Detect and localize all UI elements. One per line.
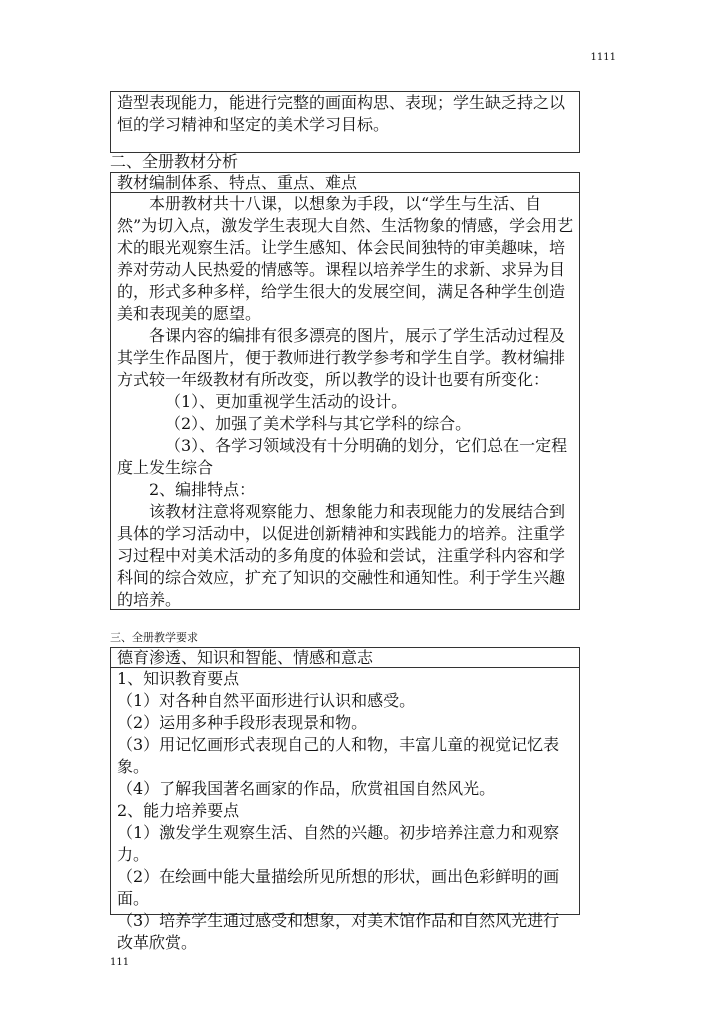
section3-line: （2）运用多种手段形表现景和物。 [117, 713, 368, 732]
header-page-number: 1111 [590, 52, 616, 63]
section2-box [110, 172, 580, 610]
section3-line: 1、知识教育要点 [117, 669, 240, 688]
section2-box-heading: 教材编制体系、特点、重点、难点 [111, 173, 579, 193]
section3-line: （2）在绘画中能大量描绘所见所想的形状，画出色彩鲜明的画面。 [117, 867, 560, 908]
footer-page-number: 111 [110, 957, 130, 968]
section2-title: 二、全册教材分析 [110, 152, 239, 171]
section2-body [111, 193, 579, 611]
section3-body [111, 668, 579, 954]
section3-title: 三、全册教学要求 [110, 631, 198, 644]
section2-paragraph: 各课内容的编排有很多漂亮的图片，展示了学生活动过程及其学生作品图片，便于教师进行教学参考和学生自学。教材编排方式较一年级教材有所改变，所以教学的设计也要有所变化： [117, 326, 566, 389]
section2-list-item: （2）、加强了美术学科与其它学科的综合。 [165, 414, 472, 433]
section3-box-heading: 德育渗透、知识和智能、情感和意志 [111, 648, 579, 668]
top-box-text: 造型表现能力，能进行完整的画面构思、表现；学生缺乏持之以恒的学习精神和坚定的美术学习目标。 [117, 93, 566, 134]
section3-box [110, 647, 580, 952]
section3-line: （1）激发学生观察生活、自然的兴趣。初步培养注意力和观察力。 [117, 823, 560, 864]
top-text-box [110, 91, 580, 153]
section2-paragraph: 该教材注意将观察能力、想象能力和表现能力的发展结合到具体的学习活动中，以促进创新精神和实践能力的培养。注重学习过程中对美术活动的多角度的体验和尝试，注重学科内容和学科间的综合效应，扩充了知识的交融性和通知性。利于学生兴趣的培养。 [117, 502, 566, 609]
section2-list-item: （3）、各学习领域没有十分明确的划分，它们总在一定程度上发生综合 [117, 436, 568, 477]
section3-line: 2、能力培养要点 [117, 801, 240, 820]
section3-line: （3）培养学生通过感受和想象，对美术馆作品和自然风光进行改革欣赏。 [117, 911, 560, 952]
section3-line: （1）对各种自然平面形进行认识和感受。 [117, 691, 416, 710]
section3-line: （3）用记忆画形式表现自己的人和物，丰富儿童的视觉记忆表象。 [117, 735, 560, 776]
section2-paragraph: 本册教材共十八课，以想象为手段，以“学生与生活、自然”为切入点，激发学生表现大自然、生活物象的情感，学会用艺术的眼光观察生活。让学生感知、体会民间独特的审美趣味，培养对劳动人民热爱的情感等。课程以培养学生的求新、求异为目的，形式多种多样，给学生很大的发展空间，满足各种学生创造美和表现美的愿望。 [117, 194, 574, 323]
section3-line: （4）了解我国著名画家的作品，欣赏祖国自然风光。 [117, 779, 496, 798]
section2-list-item: （1）、更加重视学生活动的设计。 [165, 392, 408, 411]
section2-subheading: 2、编排特点： [149, 480, 256, 499]
